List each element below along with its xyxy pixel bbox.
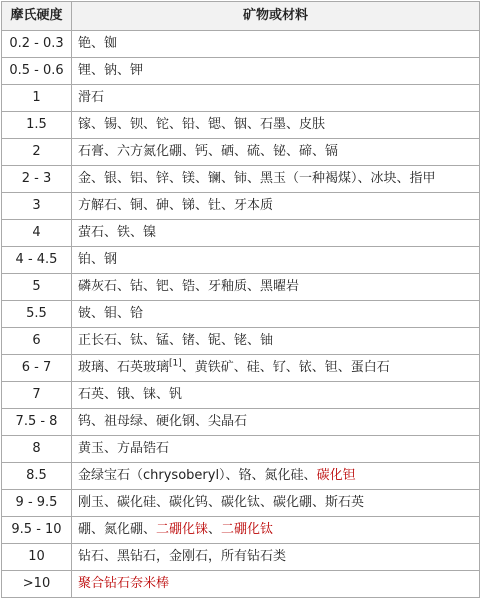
material-text: 石英、锇、铼、钒 (78, 387, 183, 402)
hardness-cell: 7.5 - 8 (2, 409, 72, 436)
table-row (2, 193, 480, 220)
table-row (2, 166, 480, 193)
material-cell (72, 571, 480, 598)
hardness-cell: 3 (2, 193, 72, 220)
header-hardness: 摩氏硬度 (2, 2, 72, 31)
material-text: 正长石、钛、锰、锗、铌、铑、铀 (78, 333, 274, 348)
table-row (2, 382, 480, 409)
table-row (2, 274, 480, 301)
material-text: 铯、铷 (78, 36, 118, 51)
material-text: 玻璃、石英玻璃 (78, 360, 170, 375)
table-row (2, 112, 480, 139)
table-row (2, 139, 480, 166)
red-link[interactable]: 聚合钻石奈米棒 (78, 576, 170, 591)
hardness-cell: 5 (2, 274, 72, 301)
header-material: 矿物或材料 (72, 2, 480, 31)
hardness-cell: 9.5 - 10 (2, 517, 72, 544)
hardness-cell: 4 - 4.5 (2, 247, 72, 274)
table-row (2, 355, 480, 382)
material-text: 铍、钼、铪 (78, 306, 144, 321)
material-text: 钻石、黑钻石，金刚石，所有钻石类 (78, 549, 287, 564)
table-row (2, 85, 480, 112)
material-text: 方解石、铜、砷、锑、钍、牙本质 (78, 198, 274, 213)
table-body (2, 31, 480, 598)
hardness-cell: 2 (2, 139, 72, 166)
table-row (2, 247, 480, 274)
hardness-cell: 0.2 - 0.3 (2, 31, 72, 58)
table-row (2, 31, 480, 58)
hardness-cell: 5.5 (2, 301, 72, 328)
hardness-cell: 10 (2, 544, 72, 571)
material-text: 石膏、六方氮化硼、钙、硒、硫、铋、碲、镉 (78, 144, 339, 159)
table-row (2, 463, 480, 490)
red-link[interactable]: 二硼化钛 (221, 522, 274, 537)
material-text: 金、银、铝、锌、镁、镧、铈、黑玉（一种褐煤）、冰块、指甲 (78, 171, 436, 186)
material-cell (72, 193, 480, 220)
hardness-cell: 0.5 - 0.6 (2, 58, 72, 85)
table-row (2, 328, 480, 355)
hardness-cell: 1 (2, 85, 72, 112)
red-link[interactable]: 碳化钽 (316, 468, 356, 483)
material-cell (72, 112, 480, 139)
material-text: 滑石 (78, 90, 105, 105)
material-text: 、 (208, 522, 222, 537)
material-cell (72, 220, 480, 247)
table-row (2, 544, 480, 571)
hardness-cell: 1.5 (2, 112, 72, 139)
hardness-cell: 9 - 9.5 (2, 490, 72, 517)
table-row (2, 220, 480, 247)
material-cell (72, 463, 480, 490)
hardness-cell: 6 (2, 328, 72, 355)
hardness-cell: 8 (2, 436, 72, 463)
material-text: 磷灰石、钴、钯、锆、牙釉质、黑曜岩 (78, 279, 300, 294)
hardness-cell: >10 (2, 571, 72, 598)
hardness-cell: 7 (2, 382, 72, 409)
table-row (2, 571, 480, 598)
material-text: 、黄铁矿、硅、钌、铱、钽、蛋白石 (181, 360, 390, 375)
hardness-cell: 8.5 (2, 463, 72, 490)
hardness-cell: 4 (2, 220, 72, 247)
material-cell (72, 490, 480, 517)
table-row (2, 436, 480, 463)
mohs-hardness-table (1, 1, 480, 598)
material-text: 金绿宝石（chrysoberyl）、铬、氮化硅、 (78, 468, 317, 483)
hardness-cell: 2 - 3 (2, 166, 72, 193)
table-row (2, 301, 480, 328)
material-cell (72, 517, 480, 544)
material-cell (72, 31, 480, 58)
material-cell (72, 409, 480, 436)
material-cell (72, 355, 480, 382)
material-text: 铂、钢 (78, 252, 118, 267)
table-row (2, 409, 480, 436)
table-row (2, 490, 480, 517)
material-text: 萤石、铁、镍 (78, 225, 157, 240)
material-cell (72, 247, 480, 274)
material-text: 镓、锡、钡、铊、铅、锶、铟、石墨、皮肤 (78, 117, 326, 132)
material-text: 硼、氮化硼、 (78, 522, 157, 537)
material-text: 钨、祖母绿、硬化钢、尖晶石 (78, 414, 248, 429)
reference-link[interactable]: [1] (169, 358, 182, 369)
material-cell (72, 544, 480, 571)
material-text: 黄玉、方晶锆石 (78, 441, 170, 456)
material-cell (72, 436, 480, 463)
hardness-cell: 6 - 7 (2, 355, 72, 382)
table-row (2, 58, 480, 85)
red-link[interactable]: 二硼化铼 (156, 522, 209, 537)
material-text: 锂、钠、钾 (78, 63, 144, 78)
material-cell (72, 139, 480, 166)
material-cell (72, 85, 480, 112)
material-cell (72, 274, 480, 301)
material-text: 刚玉、碳化硅、碳化钨、碳化钛、碳化硼、斯石英 (78, 495, 365, 510)
material-cell (72, 301, 480, 328)
material-cell (72, 166, 480, 193)
material-cell (72, 328, 480, 355)
table-row (2, 517, 480, 544)
table-header-row (2, 2, 480, 31)
material-cell (72, 382, 480, 409)
material-cell (72, 58, 480, 85)
